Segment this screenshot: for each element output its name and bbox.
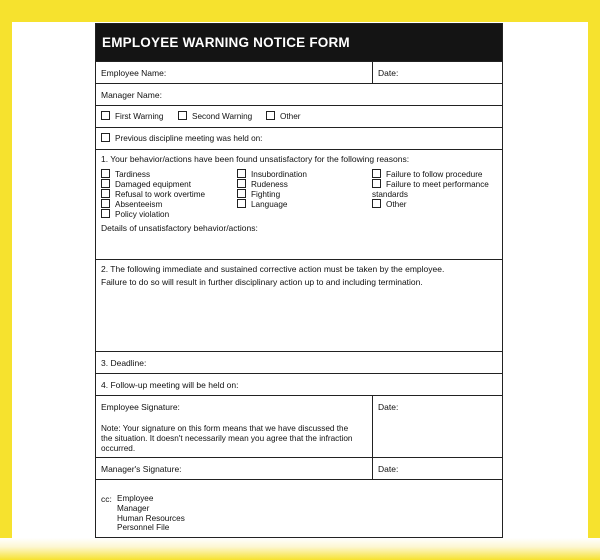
checkbox[interactable] bbox=[178, 111, 187, 120]
manager-name-label: Manager Name: bbox=[101, 90, 162, 100]
follow-up-row[interactable] bbox=[96, 373, 502, 395]
checkbox[interactable] bbox=[237, 179, 246, 188]
reasons-column-1 bbox=[101, 170, 205, 220]
reason-fighting[interactable] bbox=[237, 190, 307, 200]
frame-bottom-border bbox=[0, 538, 600, 560]
date-label: Date: bbox=[378, 68, 399, 78]
checkbox[interactable] bbox=[372, 199, 381, 208]
cc-row bbox=[96, 479, 502, 537]
reason-label: Damaged equipment bbox=[115, 180, 192, 189]
reason-policy-violation[interactable] bbox=[101, 210, 205, 220]
second-warning-label: Second Warning bbox=[192, 112, 253, 121]
reason-rudeness[interactable] bbox=[237, 180, 307, 190]
cc-recipients bbox=[117, 494, 185, 533]
deadline-row[interactable] bbox=[96, 351, 502, 373]
checkbox[interactable] bbox=[101, 111, 110, 120]
cc-recipient: Personnel File bbox=[117, 523, 170, 533]
reason-failure-performance[interactable] bbox=[372, 180, 489, 190]
checkbox[interactable] bbox=[372, 169, 381, 178]
section1-heading: 1. Your behavior/actions have been found unsatisfactory for the following reasons: bbox=[101, 154, 410, 164]
reason-label: Absenteeism bbox=[115, 200, 163, 209]
employee-name-label: Employee Name: bbox=[101, 68, 167, 78]
date-label: Date: bbox=[378, 464, 399, 474]
checkbox[interactable] bbox=[237, 189, 246, 198]
reasons-column-3 bbox=[372, 170, 489, 210]
second-warning-option[interactable] bbox=[178, 112, 252, 122]
reason-label: Other bbox=[386, 200, 407, 209]
deadline-label: 3. Deadline: bbox=[101, 358, 147, 368]
employee-date-field[interactable] bbox=[372, 62, 502, 83]
checkbox[interactable] bbox=[101, 199, 110, 208]
section2-line2: Failure to do so will result in further disciplinary action up to and including termination. bbox=[101, 277, 423, 287]
checkbox[interactable] bbox=[266, 111, 275, 120]
manager-signature-field[interactable] bbox=[96, 458, 372, 479]
corrective-action-input-area[interactable] bbox=[96, 290, 502, 350]
reason-label: Language bbox=[251, 200, 288, 209]
frame-top-border bbox=[0, 0, 600, 22]
signature-note-line1: Note: Your signature on this form means that we have discussed the bbox=[101, 424, 349, 433]
employee-signature-date-field[interactable] bbox=[372, 396, 502, 457]
frame-left-border bbox=[0, 0, 12, 560]
details-label: Details of unsatisfactory behavior/actions: bbox=[101, 223, 258, 233]
employee-signature-row bbox=[96, 395, 502, 457]
warning-level-row bbox=[96, 105, 502, 127]
reason-label: Refusal to work overtime bbox=[115, 190, 206, 199]
signature-note-line2: the situation. It doesn't necessarily mean you agree that the infraction bbox=[101, 434, 353, 443]
follow-up-label: 4. Follow-up meeting will be held on: bbox=[101, 380, 239, 390]
checkbox[interactable] bbox=[372, 179, 381, 188]
checkbox[interactable] bbox=[237, 199, 246, 208]
warning-notice-form bbox=[95, 23, 503, 538]
checkbox[interactable] bbox=[101, 209, 110, 218]
frame-right-border bbox=[588, 0, 600, 560]
date-label: Date: bbox=[378, 402, 399, 412]
checkbox[interactable] bbox=[237, 169, 246, 178]
cc-label: cc: bbox=[101, 494, 112, 504]
reason-label: Policy violation bbox=[115, 210, 170, 219]
other-warning-option[interactable] bbox=[266, 112, 300, 122]
reason-absenteeism[interactable] bbox=[101, 200, 205, 210]
reason-tardiness[interactable] bbox=[101, 170, 205, 180]
previous-meeting-option[interactable] bbox=[101, 134, 262, 144]
reason-refusal-overtime[interactable] bbox=[101, 190, 205, 200]
previous-meeting-row bbox=[96, 127, 502, 149]
first-warning-option[interactable] bbox=[101, 112, 163, 122]
manager-name-row[interactable] bbox=[96, 83, 502, 105]
reason-other[interactable] bbox=[372, 200, 489, 210]
reason-label: Insubordination bbox=[251, 170, 307, 179]
checkbox[interactable] bbox=[101, 179, 110, 188]
employee-name-row bbox=[96, 61, 502, 83]
employee-signature-label: Employee Signature: bbox=[101, 402, 180, 412]
checkbox[interactable] bbox=[101, 189, 110, 198]
section-corrective-action bbox=[96, 259, 502, 351]
manager-signature-label: Manager's Signature: bbox=[101, 464, 182, 474]
reason-label: Fighting bbox=[251, 190, 281, 199]
reasons-column-2 bbox=[237, 170, 307, 210]
section-reasons bbox=[96, 149, 502, 259]
details-input-area[interactable] bbox=[96, 234, 502, 258]
employee-signature-field[interactable] bbox=[96, 396, 372, 457]
manager-signature-date-field[interactable] bbox=[372, 458, 502, 479]
form-title: EMPLOYEE WARNING NOTICE FORM bbox=[96, 24, 502, 61]
reason-damaged-equipment[interactable] bbox=[101, 180, 205, 190]
reason-label: Rudeness bbox=[251, 180, 288, 189]
cc-recipient: Human Resources bbox=[117, 513, 185, 523]
reason-failure-procedure[interactable] bbox=[372, 170, 489, 180]
reason-insubordination[interactable] bbox=[237, 170, 307, 180]
checkbox[interactable] bbox=[101, 169, 110, 178]
reason-label: Tardiness bbox=[115, 170, 151, 179]
other-warning-label: Other bbox=[280, 112, 301, 121]
cc-recipient: Employee bbox=[117, 494, 154, 503]
section2-line1: 2. The following immediate and sustained corrective action must be taken by the employee. bbox=[101, 264, 445, 274]
reason-language[interactable] bbox=[237, 200, 307, 210]
reason-label-continued: standards bbox=[372, 190, 408, 199]
employee-name-field[interactable] bbox=[96, 62, 372, 83]
signature-note-line3: occurred. bbox=[101, 444, 136, 453]
manager-signature-row bbox=[96, 457, 502, 479]
reason-label: Failure to follow procedure bbox=[386, 170, 483, 179]
first-warning-label: First Warning bbox=[115, 112, 164, 121]
reason-label: Failure to meet performance bbox=[386, 180, 489, 189]
checkbox[interactable] bbox=[101, 133, 110, 142]
previous-meeting-label: Previous discipline meeting was held on: bbox=[115, 134, 263, 143]
cc-recipient: Manager bbox=[117, 503, 150, 513]
